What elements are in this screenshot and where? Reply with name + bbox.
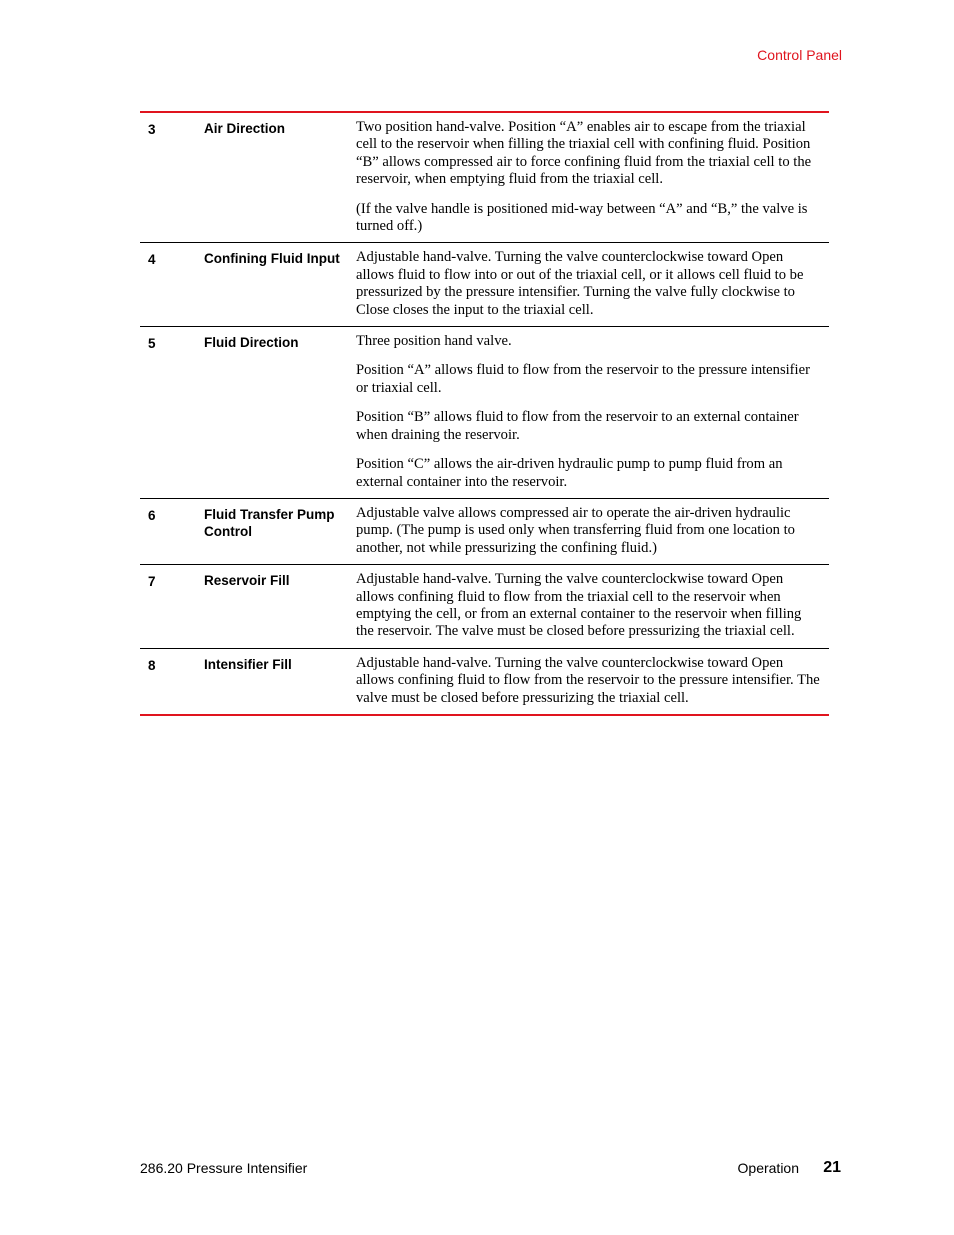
description-paragraph: Position “B” allows fluid to flow from the reservoir to an external container when draining the reservoir. xyxy=(356,409,799,443)
control-description xyxy=(356,565,829,649)
description-paragraph: Position “A” allows fluid to flow from the reservoir to the pressure intensifier or triaxial cell. xyxy=(356,362,810,396)
table-row xyxy=(140,327,829,499)
description-paragraph: Adjustable hand-valve. Turning the valve counterclockwise toward Open allows confining fluid to flow from the reservoir to the pressure intensifier. The valve must be closed before pressurizing the triaxial cell. xyxy=(356,654,820,706)
description-paragraph: Adjustable valve allows compressed air to operate the air-driven hydraulic pump. (The pump is used only when transferring fluid from one location to another, not while pressurizing the confining fluid.) xyxy=(356,504,795,556)
footer-document-title: 286.20 Pressure Intensifier xyxy=(140,1160,308,1176)
item-number: 3 xyxy=(148,122,156,137)
table-row xyxy=(140,648,829,715)
control-description xyxy=(356,243,829,327)
control-name: Reservoir Fill xyxy=(204,565,356,649)
description-paragraph: Position “C” allows the air-driven hydraulic pump to pump fluid from an external container into the reservoir. xyxy=(356,456,783,490)
table-row xyxy=(140,498,829,564)
footer-section-name: Operation xyxy=(737,1160,799,1176)
control-name: Fluid Direction xyxy=(204,327,356,499)
description-paragraph: Adjustable hand-valve. Turning the valve counterclockwise toward Open allows fluid to flow into or out of the triaxial cell, or it allows cell fluid to be pressurized by the pressure intensifier. Turning the valve fully clockwise to Close closes the input to the triaxial cell. xyxy=(356,249,804,318)
control-description xyxy=(356,327,829,499)
control-panel-table xyxy=(140,111,829,716)
description-paragraph: Adjustable hand-valve. Turning the valve counterclockwise toward Open allows confining fluid to flow from the triaxial cell to the reservoir when emptying the cell, or from an external container to the reservoir when filling the reservoir. The valve must be closed before pressurizing the triaxial cell. xyxy=(356,571,802,640)
control-name: Air Direction xyxy=(204,121,286,136)
table-body xyxy=(140,112,829,715)
control-name: Intensifier Fill xyxy=(204,648,356,715)
running-head: Control Panel xyxy=(757,47,842,63)
control-description xyxy=(356,112,829,243)
item-number: 7 xyxy=(140,565,204,649)
control-name: Fluid Transfer Pump Control xyxy=(204,498,356,564)
table-row xyxy=(140,112,829,243)
description-paragraph: Three position hand valve. xyxy=(356,333,512,350)
control-name: Confining Fluid Input xyxy=(204,243,356,327)
item-number: 5 xyxy=(140,327,204,499)
table-row xyxy=(140,565,829,649)
item-number: 4 xyxy=(140,243,204,327)
page-number: 21 xyxy=(823,1159,841,1176)
control-description xyxy=(356,498,829,564)
control-description xyxy=(356,648,829,715)
description-paragraph: Two position hand-valve. Position “A” enables air to escape from the triaxial cell to the reservoir when filling the triaxial cell with confining fluid. Position “B” allows compressed air to force confining fluid from the triaxial cell to the reservoir, when emptying fluid from the triaxial cell. xyxy=(356,119,812,188)
item-number: 8 xyxy=(140,648,204,715)
item-number: 6 xyxy=(140,498,204,564)
description-paragraph: (If the valve handle is positioned mid-way between “A” and “B,” the valve is turned off.) xyxy=(356,200,808,235)
table-row xyxy=(140,243,829,327)
